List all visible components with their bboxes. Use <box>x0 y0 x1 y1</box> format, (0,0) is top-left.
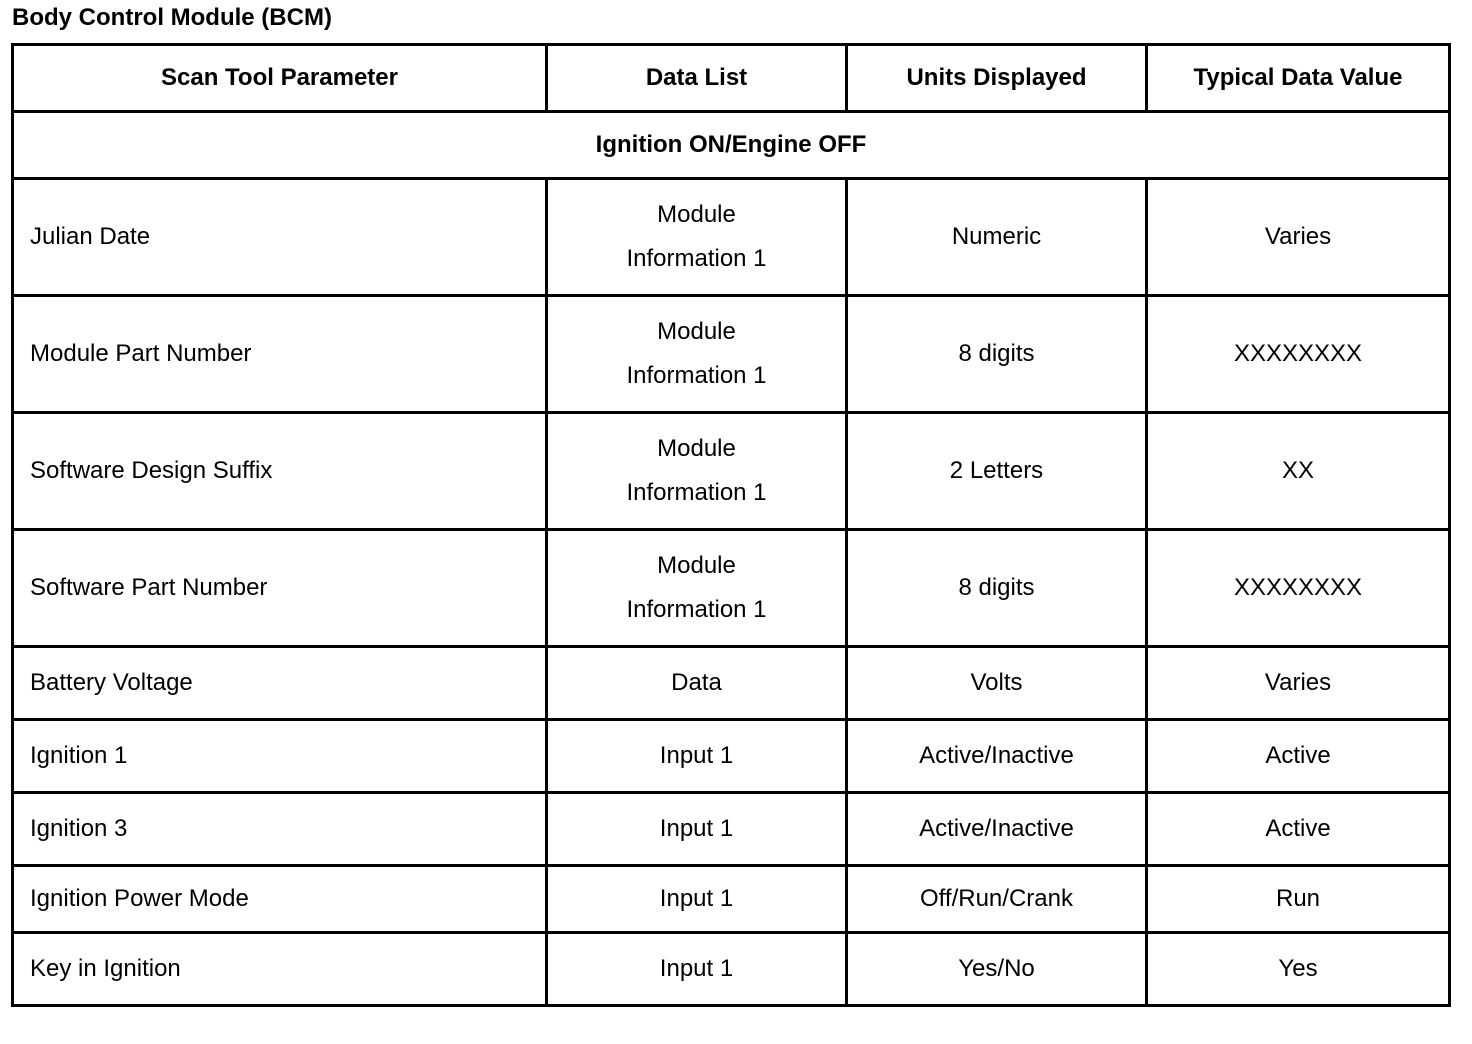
cell-data-list: Input 1 <box>547 866 847 933</box>
cell-data-list <box>547 530 847 647</box>
document-title: Body Control Module (BCM) <box>12 4 332 31</box>
cell-data-list: Data <box>547 647 847 720</box>
table-header-row <box>13 45 1450 112</box>
cell-parameter: Ignition 1 <box>13 720 547 793</box>
data-list-line-1: Module <box>657 435 736 462</box>
cell-data-list: Input 1 <box>547 793 847 866</box>
header-typical-data-value: Typical Data Value <box>1147 45 1450 112</box>
header-units-displayed: Units Displayed <box>847 45 1147 112</box>
table-row <box>13 720 1450 793</box>
cell-parameter: Module Part Number <box>13 296 547 413</box>
cell-units: 8 digits <box>847 530 1147 647</box>
cell-units: Numeric <box>847 179 1147 296</box>
cell-typical-value: Active <box>1147 793 1450 866</box>
bcm-data-table <box>11 43 1451 1007</box>
cell-typical-value: XXXXXXXX <box>1147 530 1450 647</box>
data-list-line-2: Information 1 <box>626 596 767 623</box>
cell-data-list <box>547 296 847 413</box>
header-scan-tool-parameter: Scan Tool Parameter <box>13 45 547 112</box>
data-list-line-2: Information 1 <box>626 479 767 506</box>
cell-parameter: Ignition Power Mode <box>13 866 547 933</box>
data-list-line-1: Module <box>657 318 736 345</box>
cell-parameter: Ignition 3 <box>13 793 547 866</box>
cell-units: 2 Letters <box>847 413 1147 530</box>
cell-typical-value: Varies <box>1147 647 1450 720</box>
data-list-line-2: Information 1 <box>626 245 767 272</box>
section-title: Ignition ON/Engine OFF <box>13 112 1450 179</box>
table-row <box>13 413 1450 530</box>
cell-typical-value: Active <box>1147 720 1450 793</box>
cell-units: Active/Inactive <box>847 720 1147 793</box>
cell-units: Active/Inactive <box>847 793 1147 866</box>
cell-parameter: Julian Date <box>13 179 547 296</box>
cell-units: Off/Run/Crank <box>847 866 1147 933</box>
cell-typical-value: XX <box>1147 413 1450 530</box>
section-row <box>13 112 1450 179</box>
cell-parameter: Software Design Suffix <box>13 413 547 530</box>
table-row <box>13 866 1450 933</box>
table-row <box>13 296 1450 413</box>
cell-data-list <box>547 179 847 296</box>
cell-parameter: Key in Ignition <box>13 933 547 1006</box>
cell-parameter: Software Part Number <box>13 530 547 647</box>
cell-typical-value: Yes <box>1147 933 1450 1006</box>
table-row <box>13 933 1450 1006</box>
cell-units: Volts <box>847 647 1147 720</box>
cell-parameter: Battery Voltage <box>13 647 547 720</box>
table-row <box>13 530 1450 647</box>
cell-data-list <box>547 413 847 530</box>
table-row <box>13 647 1450 720</box>
data-list-line-1: Module <box>657 201 736 228</box>
data-list-line-2: Information 1 <box>626 362 767 389</box>
table-row <box>13 179 1450 296</box>
cell-typical-value: Varies <box>1147 179 1450 296</box>
cell-units: 8 digits <box>847 296 1147 413</box>
cell-data-list: Input 1 <box>547 720 847 793</box>
cell-typical-value: XXXXXXXX <box>1147 296 1450 413</box>
cell-typical-value: Run <box>1147 866 1450 933</box>
cell-data-list: Input 1 <box>547 933 847 1006</box>
table-row <box>13 793 1450 866</box>
header-data-list: Data List <box>547 45 847 112</box>
data-list-line-1: Module <box>657 552 736 579</box>
cell-units: Yes/No <box>847 933 1147 1006</box>
